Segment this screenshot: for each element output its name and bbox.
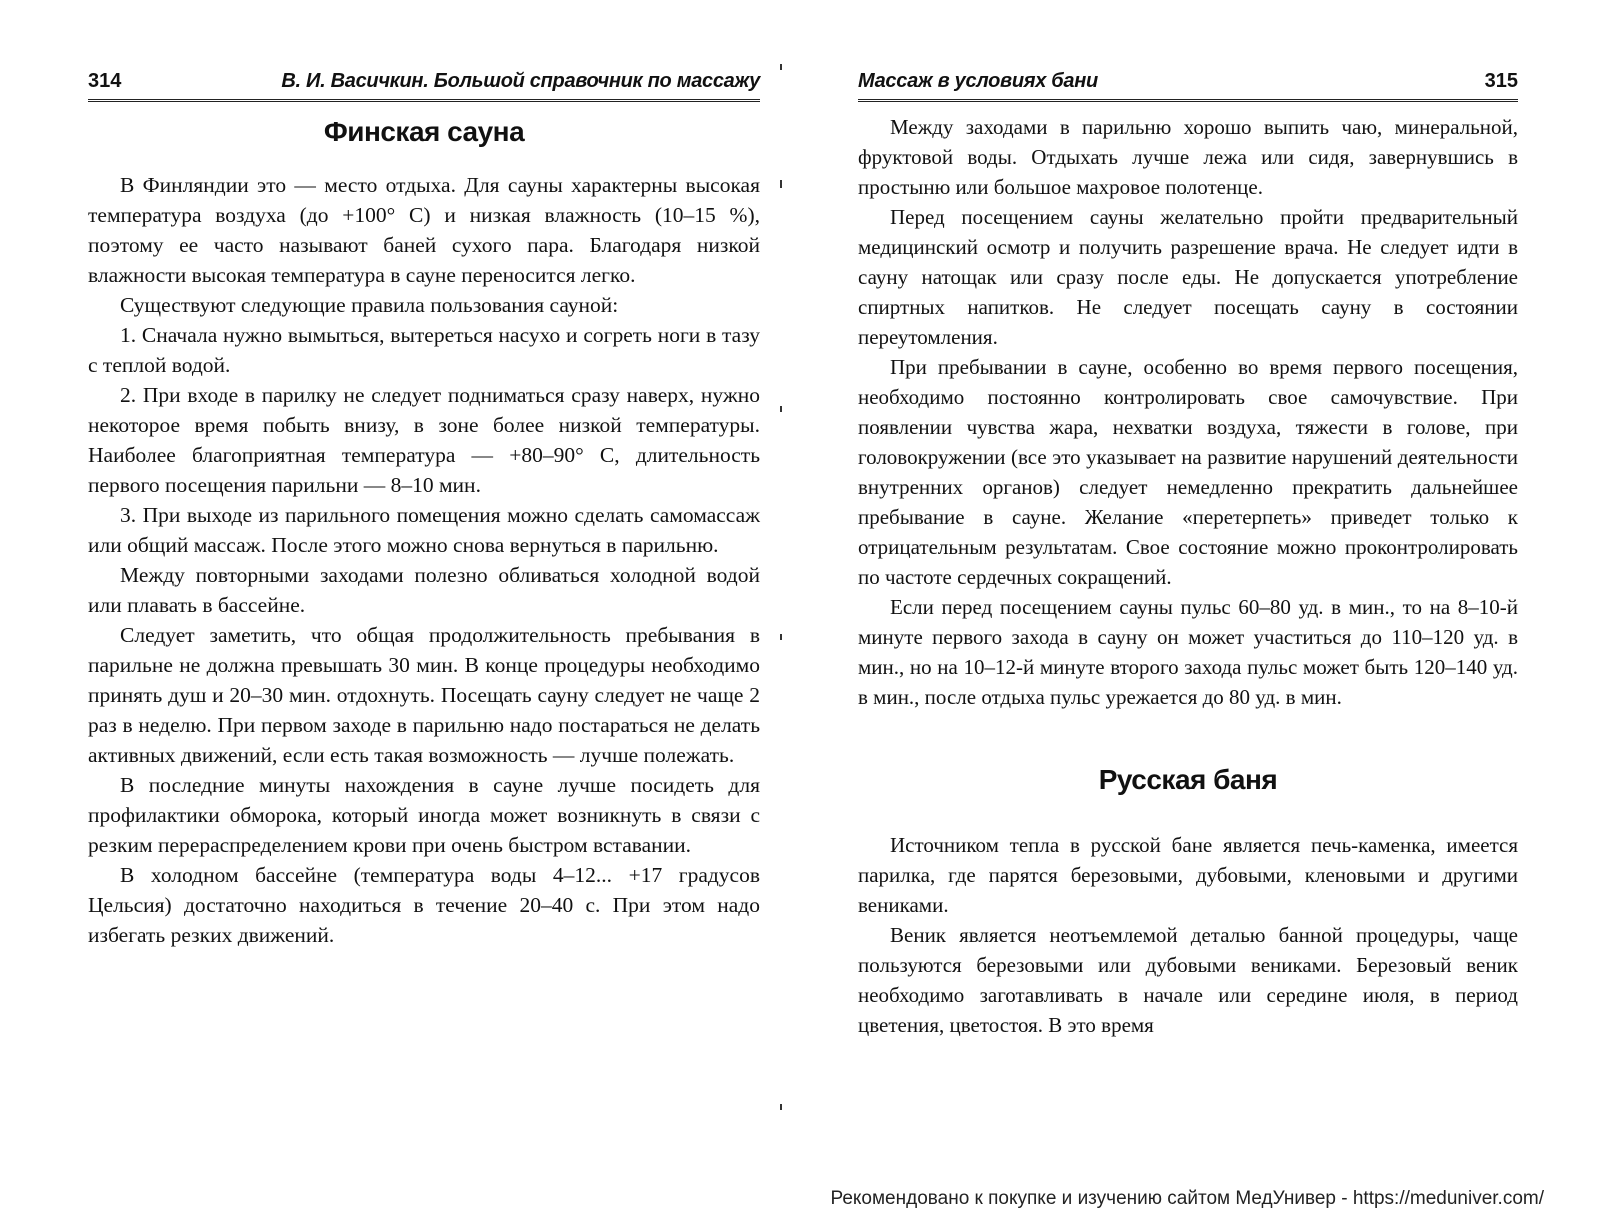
paragraph: Если перед посещением сауны пульс 60–80 уд. в мин., то на 8–10-й минуте первого захода в сауну он может участиться до 110–120 уд. в мин., но на 10–12-й минуте второго захода пульс может быть 120–140 уд. в мин., после отдыха пульс урежается до 80 уд. в мин.	[858, 595, 1518, 709]
gutter-mark	[780, 180, 782, 188]
list-item: 3. При выходе из парильного помещения можно сделать самомассаж или общий массаж. После этого можно снова вернуться в парильню.	[88, 503, 760, 557]
paragraph: Источником тепла в русской бане является печь-каменка, имеется парилка, где парятся березовыми, дубовыми, кленовыми и другими вениками.	[858, 833, 1518, 917]
paragraph: Между заходами в парильню хорошо выпить чаю, минеральной, фруктовой воды. Отдыхать лучше лежа или сидя, завернувшись в простыню или большое махровое полотенце.	[858, 115, 1518, 199]
paragraph: Веник является неотъемлемой деталью банной процедуры, чаще пользуются березовыми или дубовыми вениками. Березовый веник необходимо заготавливать в начале или середине июля, в период цветения, цветостоя. В это время	[858, 923, 1518, 1037]
paragraph: В последние минуты нахождения в сауне лучше посидеть для профилактики обморока, который иногда может возникнуть в связи с резким перераспределением крови при очень быстром вставании.	[88, 773, 760, 857]
section-title-finnish-sauna: Финская сауна	[323, 116, 525, 147]
paragraph: В Финляндии это — место отдыха. Для сауны характерны высокая температура воздуха (до +100° С) и низкая влажность (10–15 %), поэтому ее часто называют баней сухого пара. Благодаря низкой влажности высокая температура в сауне переносится легко.	[88, 173, 760, 287]
section-title-russian-banya: Русская баня	[1098, 764, 1278, 795]
right-page-body-bottom	[858, 830, 1518, 1040]
list-item: 1. Сначала нужно вымыться, вытереться насухо и согреть ноги в тазу с теплой водой.	[88, 323, 760, 377]
paragraph: Между повторными заходами полезно обливаться холодной водой или плавать в бассейне.	[88, 563, 760, 617]
left-page-number: 314	[88, 70, 122, 92]
gutter-mark	[780, 64, 782, 70]
paragraph: Следует заметить, что общая продолжительность пребывания в парильне не должна превышать 30 мин. В конце процедуры необходимо принять душ и 20–30 мин. отдохнуть. Посещать сауну следует не чаще 2 раз в неделю. При первом заходе в парильню надо постараться не делать активных движений, если есть такая возможность — лучше полежать.	[88, 623, 760, 767]
paragraph: В холодном бассейне (температура воды 4–12... +17 градусов Цельсия) достаточно находиться в течение 20–40 с. При этом надо избегать резких движений.	[88, 863, 760, 947]
right-page-header	[858, 70, 1518, 102]
gutter-mark	[780, 634, 782, 640]
paragraph: Перед посещением сауны желательно пройти предварительный медицинский осмотр и получить разрешение врача. Не следует идти в сауну натощак или сразу после еды. Не допускается употребление спиртных напитков. Не следует посещать сауну в состоянии переутомления.	[858, 205, 1518, 349]
gutter-mark	[780, 406, 782, 412]
right-page-body-top	[858, 112, 1518, 712]
gutter-mark	[780, 1104, 782, 1110]
paragraph: Существуют следующие правила пользования сауной:	[120, 293, 619, 317]
left-running-head: В. И. Васичкин. Большой справочник по массажу	[281, 70, 760, 92]
right-running-head: Массаж в условиях бани	[858, 70, 1098, 92]
paragraph: При пребывании в сауне, особенно во время первого посещения, необходимо постоянно контролировать свое самочувствие. При появлении чувства жара, нехватки воздуха, тяжести в голове, при головокружении (все это указывает на развитие нарушений деятельности внутренних органов) следует немедленно прекратить дальнейшее пребывание в сауне. Желание «перетерпеть» приведет только к отрицательным результатам. Свое состояние можно проконтролировать по частоте сердечных сокращений.	[858, 355, 1518, 589]
right-page	[858, 70, 1518, 1040]
left-page-body	[88, 170, 760, 950]
left-page	[88, 70, 760, 950]
list-item: 2. При входе в парилку не следует подниматься сразу наверх, нужно некоторое время побыть внизу, в зоне более низкой температуры. Наиболее благоприятная температура — +80–90° С, длительность первого посещения парильни — 8–10 мин.	[88, 383, 760, 497]
footer-watermark-text: Рекомендовано к покупке и изучению сайтом МедУнивер - https://meduniver.com/	[830, 1188, 1544, 1209]
left-page-header	[88, 70, 760, 102]
right-page-number: 315	[1484, 70, 1518, 92]
